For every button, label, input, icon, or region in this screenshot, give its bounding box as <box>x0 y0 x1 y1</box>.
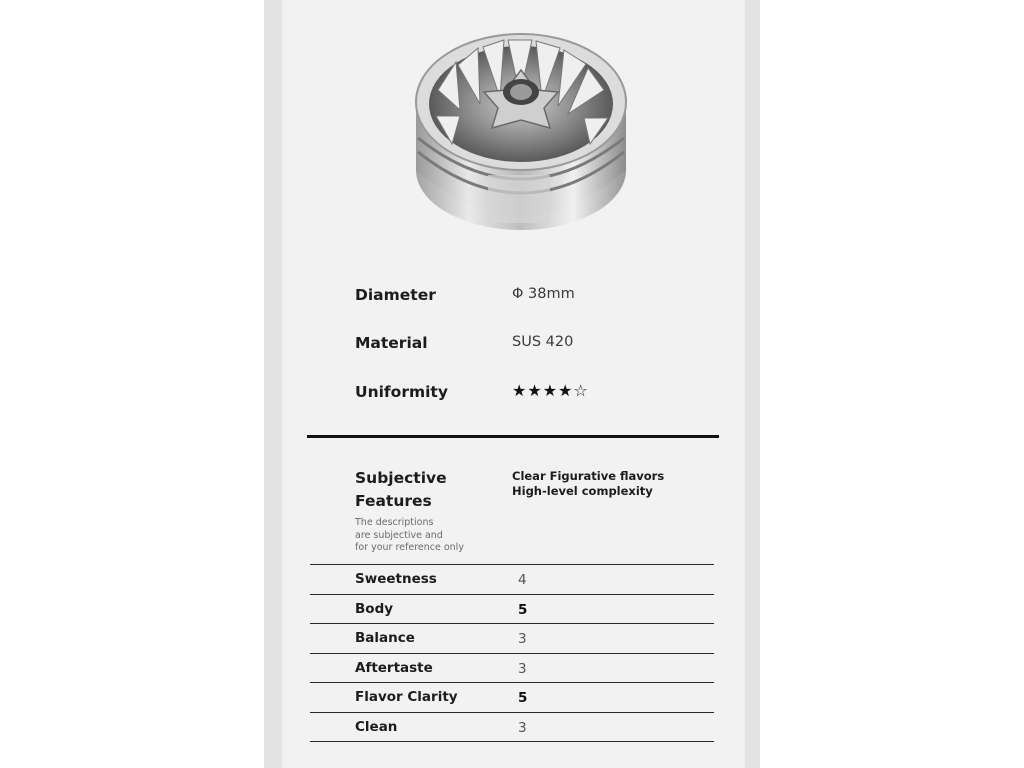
uniformity-star-rating <box>512 381 589 400</box>
subjective-title-line: Subjective <box>355 469 447 487</box>
subjective-description <box>512 469 712 498</box>
spec-value-material: SUS 420 <box>512 334 574 350</box>
score-value: 5 <box>518 601 528 618</box>
score-row-flavor-clarity <box>310 682 714 712</box>
score-label: Aftertaste <box>355 659 433 676</box>
subjective-title-line: Features <box>355 492 432 510</box>
star-filled-icon: ★ <box>558 381 574 400</box>
score-label: Clean <box>355 718 398 735</box>
subjective-note <box>355 517 505 555</box>
score-row-balance <box>310 623 714 653</box>
description-line: High-level complexity <box>512 483 653 498</box>
score-label: Flavor Clarity <box>355 689 458 705</box>
subjective-features-title <box>355 467 495 513</box>
note-line: for your reference only <box>355 542 464 553</box>
score-row-body <box>310 594 714 624</box>
score-value: 3 <box>518 631 527 647</box>
note-line: are subjective and <box>355 529 443 541</box>
star-filled-icon: ★ <box>542 381 559 400</box>
spec-value-diameter: Φ 38mm <box>512 286 575 302</box>
description-line: Clear Figurative flavors <box>512 469 665 483</box>
star-empty-icon: ☆ <box>573 381 589 400</box>
score-value: 3 <box>518 660 527 677</box>
score-label: Sweetness <box>355 571 437 587</box>
spec-label-diameter: Diameter <box>355 286 436 304</box>
spec-label-material: Material <box>355 334 428 352</box>
star-filled-icon: ★ <box>527 381 543 400</box>
section-divider <box>307 435 719 438</box>
note-line: The descriptions <box>355 517 434 528</box>
score-label: Body <box>355 600 394 617</box>
score-value: 4 <box>518 572 527 588</box>
spec-label-uniformity: Uniformity <box>355 383 448 401</box>
conical-burr-image <box>408 20 634 242</box>
flavor-score-table <box>310 564 714 742</box>
score-row-clean <box>310 712 714 743</box>
score-row-aftertaste <box>310 653 714 683</box>
star-filled-icon: ★ <box>512 381 528 400</box>
score-value: 3 <box>518 719 527 736</box>
score-label: Balance <box>355 630 415 646</box>
score-value: 5 <box>518 690 528 706</box>
score-row-sweetness <box>310 564 714 594</box>
